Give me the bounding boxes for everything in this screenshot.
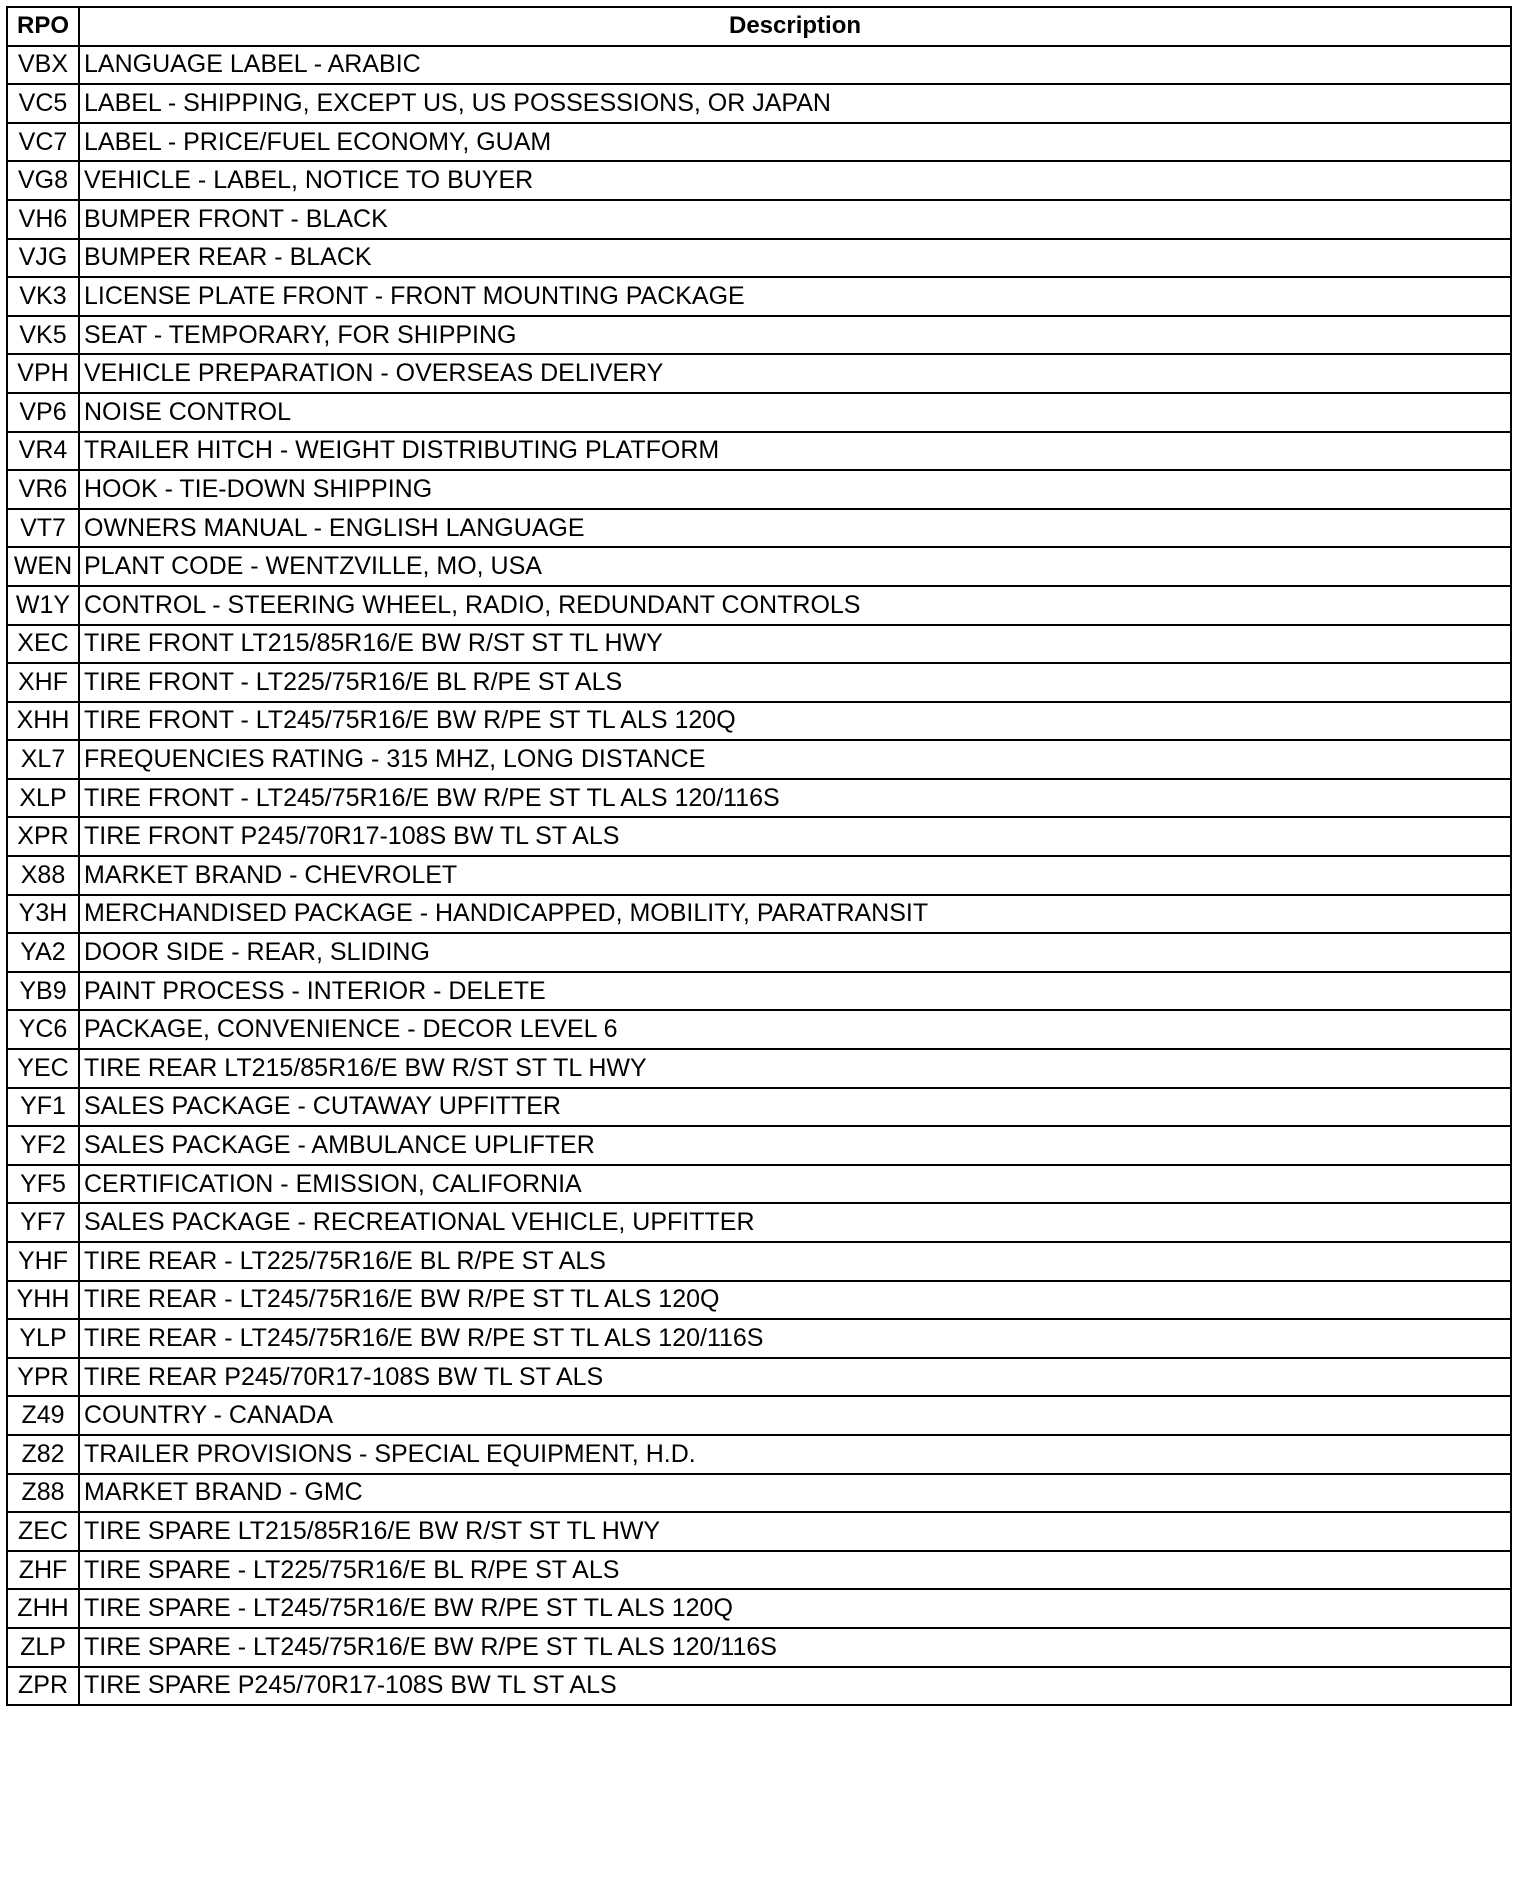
description-column-header: Description <box>79 7 1511 46</box>
rpo-code-cell: Z49 <box>7 1396 79 1435</box>
table-row <box>7 432 1511 471</box>
table-row <box>7 586 1511 625</box>
rpo-code-cell: YC6 <box>7 1010 79 1049</box>
rpo-code-cell: XPR <box>7 817 79 856</box>
table-row <box>7 702 1511 741</box>
rpo-code-cell: VK5 <box>7 316 79 355</box>
description-cell: TIRE REAR P245/70R17-108S BW TL ST ALS <box>79 1358 1511 1397</box>
rpo-code-cell: Y3H <box>7 895 79 934</box>
table-row <box>7 663 1511 702</box>
description-cell: CONTROL - STEERING WHEEL, RADIO, REDUNDANT CONTROLS <box>79 586 1511 625</box>
description-cell: BUMPER REAR - BLACK <box>79 239 1511 278</box>
table-row <box>7 1589 1511 1628</box>
rpo-code-cell: YLP <box>7 1319 79 1358</box>
rpo-code-cell: X88 <box>7 856 79 895</box>
rpo-code-cell: YB9 <box>7 972 79 1011</box>
rpo-code-cell: VR6 <box>7 470 79 509</box>
table-row <box>7 161 1511 200</box>
table-row <box>7 547 1511 586</box>
table-row <box>7 1165 1511 1204</box>
description-cell: LABEL - SHIPPING, EXCEPT US, US POSSESSIONS, OR JAPAN <box>79 84 1511 123</box>
description-cell: LICENSE PLATE FRONT - FRONT MOUNTING PACKAGE <box>79 277 1511 316</box>
table-header <box>7 7 1511 46</box>
table-row <box>7 470 1511 509</box>
description-cell: OWNERS MANUAL - ENGLISH LANGUAGE <box>79 509 1511 548</box>
rpo-code-cell: XHH <box>7 702 79 741</box>
table-row <box>7 933 1511 972</box>
rpo-code-cell: YA2 <box>7 933 79 972</box>
rpo-code-cell: XL7 <box>7 740 79 779</box>
rpo-code-cell: ZPR <box>7 1667 79 1706</box>
description-cell: TIRE FRONT P245/70R17-108S BW TL ST ALS <box>79 817 1511 856</box>
rpo-table-container <box>6 6 1512 1706</box>
table-row <box>7 972 1511 1011</box>
rpo-code-cell: VK3 <box>7 277 79 316</box>
description-cell: TIRE SPARE P245/70R17-108S BW TL ST ALS <box>79 1667 1511 1706</box>
table-row <box>7 1088 1511 1127</box>
description-cell: PLANT CODE - WENTZVILLE, MO, USA <box>79 547 1511 586</box>
description-cell: TIRE FRONT - LT245/75R16/E BW R/PE ST TL ALS 120Q <box>79 702 1511 741</box>
description-cell: COUNTRY - CANADA <box>79 1396 1511 1435</box>
rpo-code-cell: YPR <box>7 1358 79 1397</box>
rpo-code-cell: Z88 <box>7 1474 79 1513</box>
rpo-code-cell: VG8 <box>7 161 79 200</box>
description-cell: SALES PACKAGE - RECREATIONAL VEHICLE, UPFITTER <box>79 1203 1511 1242</box>
rpo-code-cell: YHH <box>7 1281 79 1320</box>
table-row <box>7 1628 1511 1667</box>
description-cell: CERTIFICATION - EMISSION, CALIFORNIA <box>79 1165 1511 1204</box>
table-row <box>7 1512 1511 1551</box>
description-cell: MERCHANDISED PACKAGE - HANDICAPPED, MOBILITY, PARATRANSIT <box>79 895 1511 934</box>
description-cell: TIRE REAR LT215/85R16/E BW R/ST ST TL HWY <box>79 1049 1511 1088</box>
description-cell: HOOK - TIE-DOWN SHIPPING <box>79 470 1511 509</box>
table-row <box>7 509 1511 548</box>
table-row <box>7 1126 1511 1165</box>
rpo-code-cell: ZEC <box>7 1512 79 1551</box>
rpo-column-header: RPO <box>7 7 79 46</box>
description-cell: VEHICLE PREPARATION - OVERSEAS DELIVERY <box>79 354 1511 393</box>
table-row <box>7 277 1511 316</box>
rpo-code-cell: WEN <box>7 547 79 586</box>
rpo-code-cell: YF7 <box>7 1203 79 1242</box>
description-cell: TRAILER HITCH - WEIGHT DISTRIBUTING PLATFORM <box>79 432 1511 471</box>
description-cell: SALES PACKAGE - CUTAWAY UPFITTER <box>79 1088 1511 1127</box>
description-cell: BUMPER FRONT - BLACK <box>79 200 1511 239</box>
table-row <box>7 1667 1511 1706</box>
description-cell: TIRE SPARE - LT245/75R16/E BW R/PE ST TL ALS 120/116S <box>79 1628 1511 1667</box>
rpo-code-cell: XHF <box>7 663 79 702</box>
description-cell: MARKET BRAND - GMC <box>79 1474 1511 1513</box>
description-cell: TRAILER PROVISIONS - SPECIAL EQUIPMENT, H.D. <box>79 1435 1511 1474</box>
rpo-code-cell: ZLP <box>7 1628 79 1667</box>
rpo-code-cell: XEC <box>7 625 79 664</box>
description-cell: TIRE FRONT LT215/85R16/E BW R/ST ST TL HWY <box>79 625 1511 664</box>
rpo-code-cell: ZHH <box>7 1589 79 1628</box>
description-cell: TIRE REAR - LT245/75R16/E BW R/PE ST TL ALS 120/116S <box>79 1319 1511 1358</box>
description-cell: TIRE REAR - LT225/75R16/E BL R/PE ST ALS <box>79 1242 1511 1281</box>
table-row <box>7 856 1511 895</box>
table-row <box>7 123 1511 162</box>
description-cell: LANGUAGE LABEL - ARABIC <box>79 46 1511 85</box>
rpo-code-cell: VBX <box>7 46 79 85</box>
rpo-code-cell: VR4 <box>7 432 79 471</box>
table-row <box>7 1474 1511 1513</box>
description-cell: PAINT PROCESS - INTERIOR - DELETE <box>79 972 1511 1011</box>
rpo-code-cell: VP6 <box>7 393 79 432</box>
rpo-code-cell: VC5 <box>7 84 79 123</box>
table-row <box>7 393 1511 432</box>
rpo-code-cell: ZHF <box>7 1551 79 1590</box>
table-row <box>7 1396 1511 1435</box>
description-cell: TIRE FRONT - LT225/75R16/E BL R/PE ST ALS <box>79 663 1511 702</box>
rpo-code-cell: Z82 <box>7 1435 79 1474</box>
rpo-code-cell: XLP <box>7 779 79 818</box>
rpo-code-cell: YF5 <box>7 1165 79 1204</box>
rpo-table <box>6 6 1512 1706</box>
description-cell: TIRE SPARE - LT245/75R16/E BW R/PE ST TL ALS 120Q <box>79 1589 1511 1628</box>
description-cell: SALES PACKAGE - AMBULANCE UPLIFTER <box>79 1126 1511 1165</box>
table-row <box>7 200 1511 239</box>
table-row <box>7 1010 1511 1049</box>
table-row <box>7 817 1511 856</box>
table-row <box>7 84 1511 123</box>
description-cell: TIRE SPARE LT215/85R16/E BW R/ST ST TL HWY <box>79 1512 1511 1551</box>
table-row <box>7 1435 1511 1474</box>
description-cell: TIRE FRONT - LT245/75R16/E BW R/PE ST TL ALS 120/116S <box>79 779 1511 818</box>
table-row <box>7 1242 1511 1281</box>
table-body <box>7 46 1511 1706</box>
description-cell: TIRE REAR - LT245/75R16/E BW R/PE ST TL ALS 120Q <box>79 1281 1511 1320</box>
description-cell: DOOR SIDE - REAR, SLIDING <box>79 933 1511 972</box>
table-row <box>7 779 1511 818</box>
table-row <box>7 895 1511 934</box>
description-cell: TIRE SPARE - LT225/75R16/E BL R/PE ST ALS <box>79 1551 1511 1590</box>
description-cell: NOISE CONTROL <box>79 393 1511 432</box>
table-row <box>7 46 1511 85</box>
description-cell: PACKAGE, CONVENIENCE - DECOR LEVEL 6 <box>79 1010 1511 1049</box>
table-row <box>7 1203 1511 1242</box>
rpo-code-cell: YHF <box>7 1242 79 1281</box>
description-cell: LABEL - PRICE/FUEL ECONOMY, GUAM <box>79 123 1511 162</box>
table-row <box>7 316 1511 355</box>
header-row <box>7 7 1511 46</box>
rpo-code-cell: VJG <box>7 239 79 278</box>
table-row <box>7 1049 1511 1088</box>
rpo-code-cell: VC7 <box>7 123 79 162</box>
rpo-code-cell: W1Y <box>7 586 79 625</box>
rpo-code-cell: VH6 <box>7 200 79 239</box>
rpo-code-cell: YF2 <box>7 1126 79 1165</box>
rpo-code-cell: VPH <box>7 354 79 393</box>
table-row <box>7 1358 1511 1397</box>
table-row <box>7 354 1511 393</box>
rpo-code-cell: VT7 <box>7 509 79 548</box>
description-cell: VEHICLE - LABEL, NOTICE TO BUYER <box>79 161 1511 200</box>
table-row <box>7 239 1511 278</box>
rpo-code-cell: YEC <box>7 1049 79 1088</box>
rpo-code-cell: YF1 <box>7 1088 79 1127</box>
table-row <box>7 625 1511 664</box>
description-cell: MARKET BRAND - CHEVROLET <box>79 856 1511 895</box>
table-row <box>7 1551 1511 1590</box>
table-row <box>7 740 1511 779</box>
description-cell: FREQUENCIES RATING - 315 MHZ, LONG DISTANCE <box>79 740 1511 779</box>
description-cell: SEAT - TEMPORARY, FOR SHIPPING <box>79 316 1511 355</box>
table-row <box>7 1319 1511 1358</box>
table-row <box>7 1281 1511 1320</box>
